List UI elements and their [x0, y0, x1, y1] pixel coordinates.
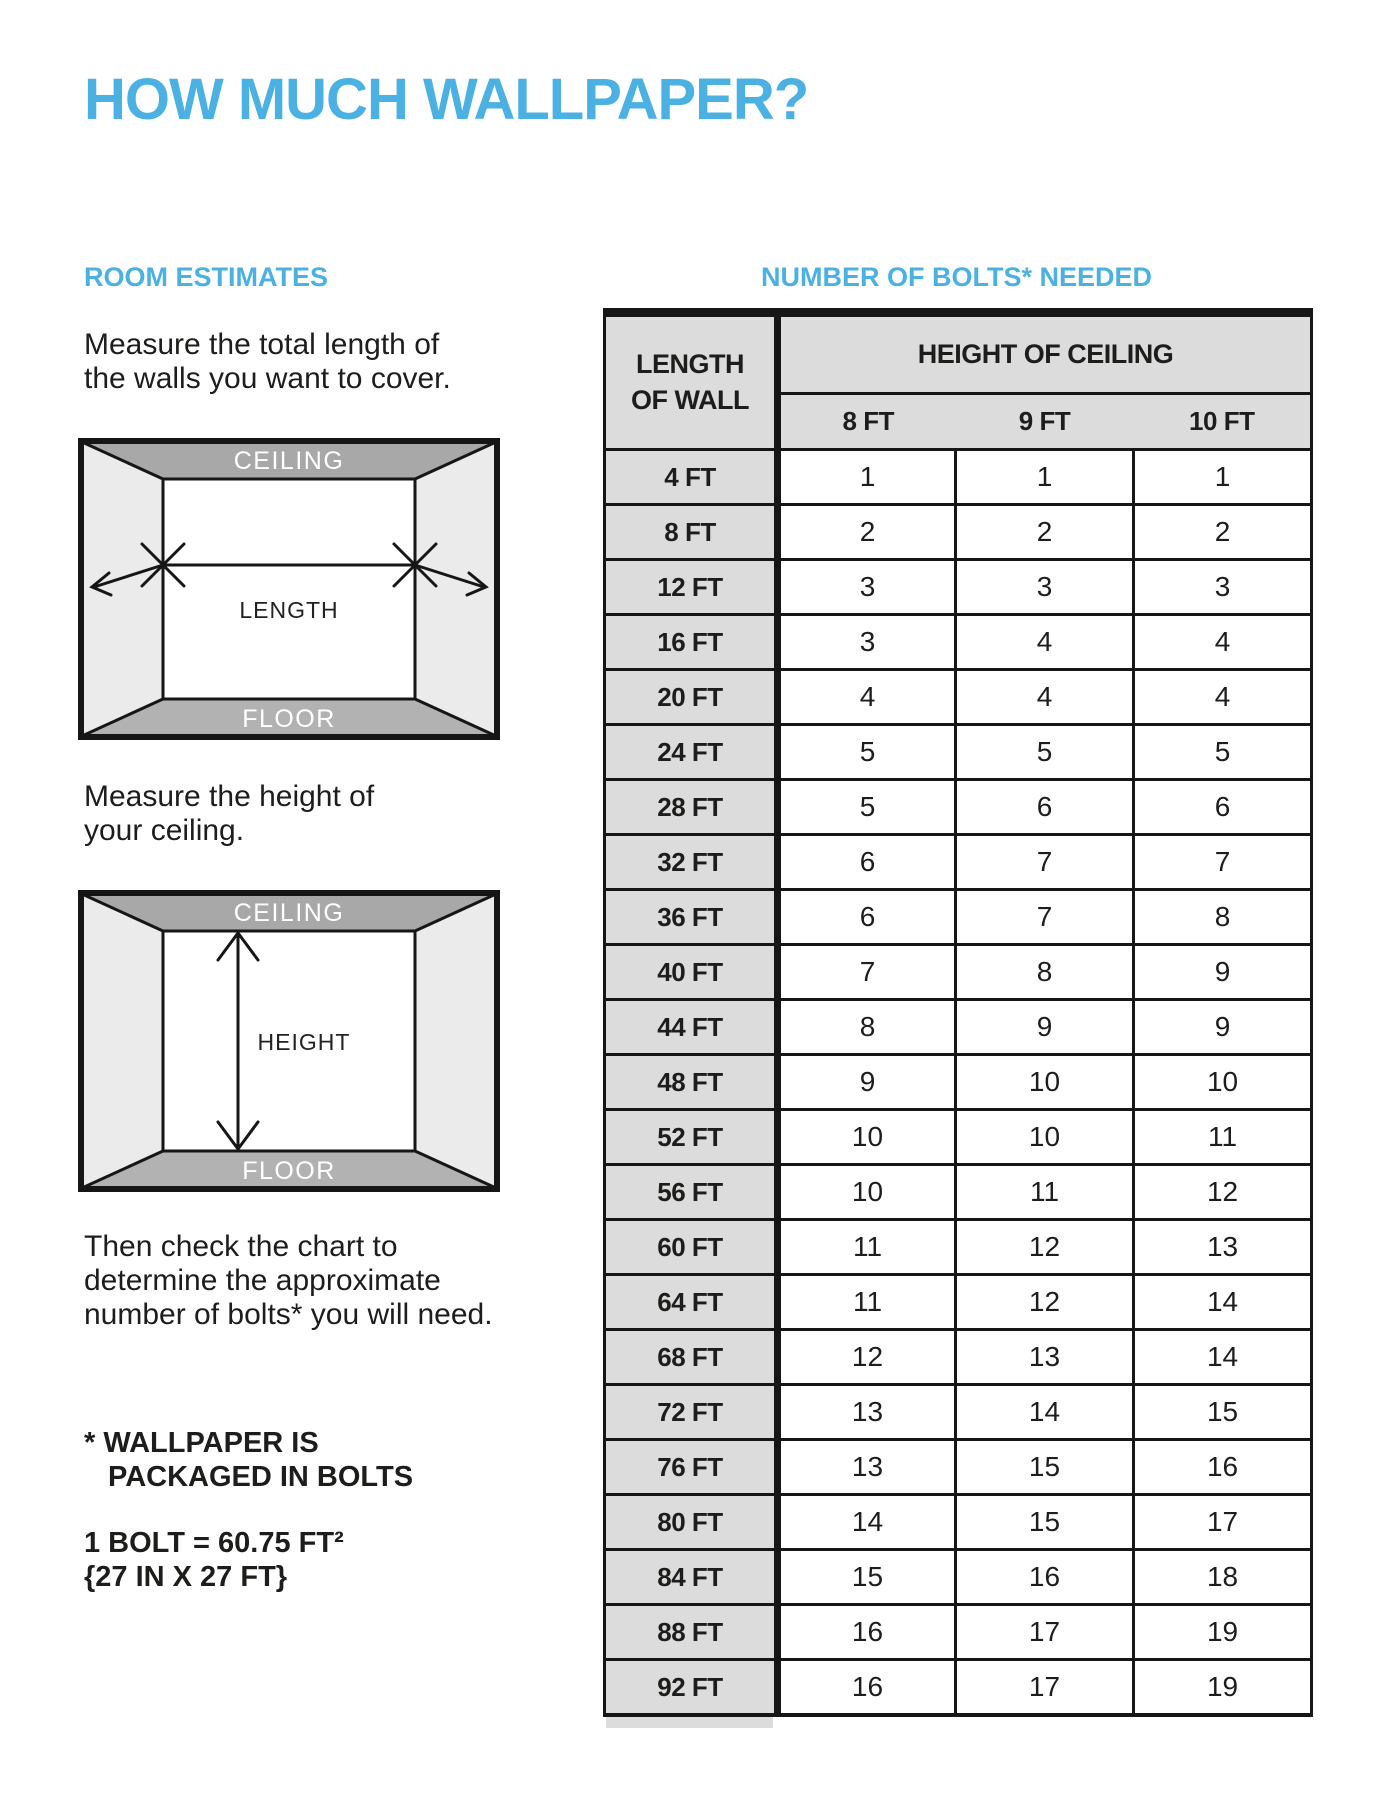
bolt-count-cell: 9: [1134, 1000, 1312, 1055]
bolt-count-cell: 3: [956, 560, 1134, 615]
text-line: the walls you want to cover.: [84, 362, 451, 395]
bolt-count-cell: 15: [778, 1550, 956, 1605]
table-row: [605, 835, 1312, 890]
bolt-count-cell: 4: [956, 670, 1134, 725]
bolt-count-cell: 16: [778, 1660, 956, 1716]
bolt-count-cell: 9: [1134, 945, 1312, 1000]
table-row: [605, 670, 1312, 725]
bolt-count-cell: 6: [778, 890, 956, 945]
length-label: LENGTH: [239, 597, 339, 623]
bolt-count-cell: 14: [1134, 1275, 1312, 1330]
bolt-count-cell: 18: [1134, 1550, 1312, 1605]
bolt-count-cell: 1: [778, 450, 956, 505]
bolt-count-cell: 13: [778, 1440, 956, 1495]
bolt-count-cell: 7: [778, 945, 956, 1000]
row-label: 24 FT: [605, 725, 778, 780]
bolt-count-cell: 8: [1134, 890, 1312, 945]
bolt-count-cell: 8: [956, 945, 1134, 1000]
table-row: [605, 505, 1312, 560]
left-wall-plane: [82, 894, 163, 1188]
table-row: [605, 1275, 1312, 1330]
room-length-diagram-svg: [78, 438, 500, 740]
bolt-count-cell: 12: [1134, 1165, 1312, 1220]
table-row: [605, 1550, 1312, 1605]
table-row: [605, 890, 1312, 945]
bolt-count-cell: 4: [1134, 615, 1312, 670]
bolts-table-body: [605, 450, 1312, 1716]
instruction-measure-height: [84, 780, 374, 848]
room-height-diagram-svg: [78, 890, 500, 1192]
row-label: 48 FT: [605, 1055, 778, 1110]
table-row: [605, 1605, 1312, 1660]
bolt-equation: [84, 1526, 344, 1594]
row-label: 72 FT: [605, 1385, 778, 1440]
bolt-count-cell: 17: [1134, 1495, 1312, 1550]
row-label: 8 FT: [605, 505, 778, 560]
bolt-count-cell: 2: [1134, 505, 1312, 560]
table-row: [605, 945, 1312, 1000]
bolts-needed-heading: NUMBER OF BOLTS* NEEDED: [760, 262, 1152, 292]
corner-header-line: LENGTH: [636, 349, 744, 380]
table-row: [605, 1220, 1312, 1275]
bolts-footnote: [84, 1426, 413, 1494]
row-label: 4 FT: [605, 450, 778, 505]
bolt-count-cell: 17: [956, 1660, 1134, 1716]
bolt-count-cell: 10: [778, 1165, 956, 1220]
row-label: 36 FT: [605, 890, 778, 945]
table-row: [605, 780, 1312, 835]
corner-header-line: OF WALL: [631, 384, 749, 415]
group-header-height-of-ceiling: HEIGHT OF CEILING: [778, 313, 1312, 394]
row-label: 56 FT: [605, 1165, 778, 1220]
col-header-10ft: 10 FT: [1134, 394, 1312, 450]
row-label: 88 FT: [605, 1605, 778, 1660]
bolt-count-cell: 2: [778, 505, 956, 560]
right-wall-plane: [415, 894, 496, 1188]
table-row: [605, 1495, 1312, 1550]
table-row: [605, 560, 1312, 615]
bolt-count-cell: 6: [956, 780, 1134, 835]
table-row: [605, 725, 1312, 780]
bolt-count-cell: 10: [1134, 1055, 1312, 1110]
left-column-gray-strip: [606, 1717, 773, 1728]
bolts-table-header: [605, 313, 1312, 450]
floor-label: FLOOR: [242, 705, 336, 733]
text-line: Measure the total length of: [84, 328, 440, 361]
table-row: [605, 1110, 1312, 1165]
bolt-equation-line: {27 IN X 27 FT}: [84, 1561, 288, 1593]
page-title: HOW MUCH WALLPAPER?: [84, 67, 809, 132]
row-label: 20 FT: [605, 670, 778, 725]
bolt-count-cell: 10: [956, 1110, 1134, 1165]
row-label: 64 FT: [605, 1275, 778, 1330]
text-line: your ceiling.: [84, 814, 245, 847]
ceiling-label: CEILING: [233, 447, 345, 475]
table-row: [605, 1055, 1312, 1110]
row-label: 32 FT: [605, 835, 778, 890]
text-line: Measure the height of: [84, 780, 375, 813]
text-line: Then check the chart to: [84, 1230, 398, 1263]
bolt-count-cell: 17: [956, 1605, 1134, 1660]
bolt-count-cell: 5: [778, 725, 956, 780]
bolt-count-cell: 11: [956, 1165, 1134, 1220]
bolt-count-cell: 10: [778, 1110, 956, 1165]
bolt-count-cell: 12: [956, 1220, 1134, 1275]
col-header-8ft: 8 FT: [778, 394, 956, 450]
row-label: 16 FT: [605, 615, 778, 670]
room-estimates-heading: ROOM ESTIMATES: [84, 262, 329, 292]
table-row: [605, 1000, 1312, 1055]
bolt-count-cell: 14: [956, 1385, 1134, 1440]
footnote-line: * WALLPAPER IS: [84, 1427, 319, 1459]
room-height-diagram: [78, 890, 500, 1192]
text-line: number of bolts* you will need.: [84, 1298, 493, 1331]
bolt-equation-line: 1 BOLT = 60.75 FT²: [84, 1527, 344, 1559]
bolt-count-cell: 1: [1134, 450, 1312, 505]
bolt-count-cell: 14: [1134, 1330, 1312, 1385]
bolt-count-cell: 6: [1134, 780, 1312, 835]
table-row: [605, 1330, 1312, 1385]
table-row: [605, 615, 1312, 670]
bolt-count-cell: 4: [956, 615, 1134, 670]
row-label: 52 FT: [605, 1110, 778, 1165]
bolt-count-cell: 7: [1134, 835, 1312, 890]
table-row: [605, 1440, 1312, 1495]
bolt-count-cell: 7: [956, 890, 1134, 945]
bolt-count-cell: 15: [1134, 1385, 1312, 1440]
bolt-count-cell: 16: [778, 1605, 956, 1660]
bolt-count-cell: 2: [956, 505, 1134, 560]
bolt-count-cell: 1: [956, 450, 1134, 505]
table-row: [605, 1385, 1312, 1440]
bolt-count-cell: 16: [1134, 1440, 1312, 1495]
bolt-count-cell: 7: [956, 835, 1134, 890]
bolt-count-cell: 4: [778, 670, 956, 725]
bolt-count-cell: 12: [956, 1275, 1134, 1330]
table-row: [605, 1660, 1312, 1716]
row-label: 12 FT: [605, 560, 778, 615]
bolt-count-cell: 14: [778, 1495, 956, 1550]
row-label: 68 FT: [605, 1330, 778, 1385]
bolt-count-cell: 3: [778, 615, 956, 670]
bolt-count-cell: 13: [778, 1385, 956, 1440]
bolt-count-cell: 13: [1134, 1220, 1312, 1275]
bolt-count-cell: 15: [956, 1440, 1134, 1495]
floor-label: FLOOR: [242, 1157, 336, 1185]
bolt-count-cell: 11: [1134, 1110, 1312, 1165]
bolt-count-cell: 10: [956, 1055, 1134, 1110]
bolts-table: [603, 308, 1313, 1717]
bolt-count-cell: 11: [778, 1275, 956, 1330]
bolt-count-cell: 9: [778, 1055, 956, 1110]
row-label: 76 FT: [605, 1440, 778, 1495]
bolt-count-cell: 5: [778, 780, 956, 835]
table-row: [605, 450, 1312, 505]
row-label: 60 FT: [605, 1220, 778, 1275]
bolt-count-cell: 3: [778, 560, 956, 615]
bolt-count-cell: 4: [1134, 670, 1312, 725]
bolt-count-cell: 16: [956, 1550, 1134, 1605]
bolt-count-cell: 15: [956, 1495, 1134, 1550]
row-label: 28 FT: [605, 780, 778, 835]
bolt-count-cell: 6: [778, 835, 956, 890]
bolt-count-cell: 3: [1134, 560, 1312, 615]
bolt-count-cell: 19: [1134, 1605, 1312, 1660]
row-label: 44 FT: [605, 1000, 778, 1055]
instruction-measure-length: [84, 328, 451, 396]
ceiling-label: CEILING: [233, 899, 345, 927]
bolt-count-cell: 19: [1134, 1660, 1312, 1716]
room-length-diagram: [78, 438, 500, 740]
row-label: 92 FT: [605, 1660, 778, 1716]
back-wall-plane: [163, 479, 415, 699]
bolt-count-cell: 5: [1134, 725, 1312, 780]
table-row: [605, 1165, 1312, 1220]
bolt-count-cell: 12: [778, 1330, 956, 1385]
row-label: 40 FT: [605, 945, 778, 1000]
row-label: 84 FT: [605, 1550, 778, 1605]
bolt-count-cell: 9: [956, 1000, 1134, 1055]
row-label: 80 FT: [605, 1495, 778, 1550]
instruction-check-chart: [84, 1230, 493, 1332]
bolt-count-cell: 11: [778, 1220, 956, 1275]
col-header-9ft: 9 FT: [956, 394, 1134, 450]
footnote-line: PACKAGED IN BOLTS: [108, 1461, 414, 1493]
text-line: determine the approximate: [84, 1264, 441, 1297]
bolt-count-cell: 5: [956, 725, 1134, 780]
height-label: HEIGHT: [257, 1029, 351, 1055]
corner-header-length-of-wall: [605, 313, 778, 450]
bolt-count-cell: 8: [778, 1000, 956, 1055]
bolt-count-cell: 13: [956, 1330, 1134, 1385]
